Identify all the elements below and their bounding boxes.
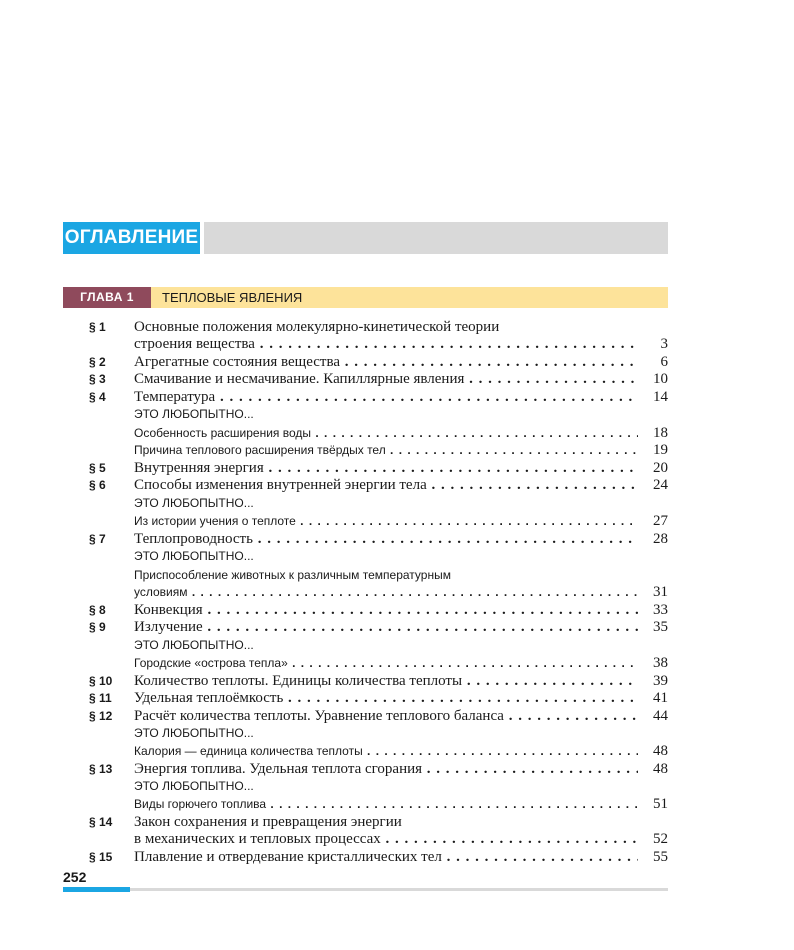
entry-page-number: 41 <box>653 690 668 706</box>
entry-title: ЭТО ЛЮБОПЫТНО... <box>134 779 254 793</box>
toc-entry <box>63 777 668 795</box>
toc-entry <box>63 583 668 601</box>
entry-title: Количество теплоты. Единицы количества теплоты . . . <box>134 672 638 690</box>
toc-entry <box>63 636 668 654</box>
toc-title: ОГЛАВЛЕНИЕ <box>63 222 200 254</box>
toc-entry <box>63 335 668 353</box>
entry-page-number: 3 <box>660 336 668 352</box>
entry-page-number: 39 <box>653 673 668 689</box>
entry-title: ЭТО ЛЮБОПЫТНО... <box>134 407 254 421</box>
entry-title: Основные положения молекулярно-кинетической теории <box>134 319 500 335</box>
entry-page-number: 48 <box>653 743 668 759</box>
entry-page-number: 35 <box>653 619 668 635</box>
toc-entry <box>63 813 668 831</box>
toc-entry <box>63 848 668 866</box>
entry-page-number: 28 <box>653 531 668 547</box>
entry-title: Городские «острова тепла» . . . <box>134 654 638 672</box>
entry-page-number: 33 <box>653 602 668 618</box>
section-number: § 9 <box>89 620 106 634</box>
toc-entry <box>63 318 668 336</box>
chapter-title: ТЕПЛОВЫЕ ЯВЛЕНИЯ <box>162 290 303 305</box>
toc-entry <box>63 689 668 707</box>
entry-title: ЭТО ЛЮБОПЫТНО... <box>134 726 254 740</box>
toc-entry <box>63 388 668 406</box>
entry-title: Особенность расширения воды . . . <box>134 424 638 442</box>
toc-header-bar <box>63 222 668 254</box>
toc-entry <box>63 601 668 619</box>
entry-title: Закон сохранения и превращения энергии <box>134 814 402 830</box>
entry-page-number: 55 <box>653 849 668 865</box>
toc-entry <box>63 566 668 584</box>
entry-title: ЭТО ЛЮБОПЫТНО... <box>134 496 254 510</box>
entry-title: Калория — единица количества теплоты . . . <box>134 742 638 760</box>
entry-title: Смачивание и несмачивание. Капиллярные явления . . . <box>134 370 638 388</box>
toc-entry <box>63 760 668 778</box>
toc-entry <box>63 795 668 813</box>
entry-page-number: 38 <box>653 655 668 671</box>
page-number: 252 <box>63 869 87 885</box>
toc-entry <box>63 476 668 494</box>
entry-title: Излучение . . . <box>134 618 638 636</box>
footer-accent-rule <box>63 887 130 892</box>
toc-entry <box>63 370 668 388</box>
section-number: § 2 <box>89 355 106 369</box>
section-number: § 7 <box>89 532 106 546</box>
entry-title: Температура . . . <box>134 388 638 406</box>
entry-page-number: 6 <box>660 354 668 370</box>
toc-entry <box>63 618 668 636</box>
toc-entry <box>63 494 668 512</box>
toc-entry <box>63 459 668 477</box>
section-number: § 3 <box>89 372 106 386</box>
toc-entry <box>63 707 668 725</box>
entry-page-number: 18 <box>653 425 668 441</box>
entry-title: Расчёт количества теплоты. Уравнение теплового баланса . . . <box>134 707 638 725</box>
entry-page-number: 31 <box>653 584 668 600</box>
entry-title: Энергия топлива. Удельная теплота сгорания . . . <box>134 760 638 778</box>
entry-title: Удельная теплоёмкость . . . <box>134 689 638 707</box>
chapter-label: ГЛАВА 1 <box>63 287 151 308</box>
toc-entry <box>63 547 668 565</box>
entry-title: Виды горючего топлива . . . <box>134 795 638 813</box>
entry-title: ЭТО ЛЮБОПЫТНО... <box>134 549 254 563</box>
entry-title: Приспособление животных к различным температурным <box>134 568 451 582</box>
toc-entry <box>63 441 668 459</box>
entry-page-number: 14 <box>653 389 668 405</box>
toc-entry <box>63 424 668 442</box>
header-divider <box>200 222 204 254</box>
chapter-bar <box>63 287 668 308</box>
entry-title: Конвекция . . . <box>134 601 638 619</box>
toc-entry <box>63 654 668 672</box>
toc-entry <box>63 353 668 371</box>
entry-page-number: 44 <box>653 708 668 724</box>
toc-entry <box>63 742 668 760</box>
section-number: § 8 <box>89 603 106 617</box>
entry-title: Причина теплового расширения твёрдых тел . . . <box>134 441 638 459</box>
section-number: § 11 <box>89 691 112 705</box>
section-number: § 5 <box>89 461 106 475</box>
entry-title: Внутренняя энергия . . . <box>134 459 638 477</box>
section-number: § 10 <box>89 674 113 688</box>
entry-page-number: 51 <box>653 796 668 812</box>
entry-title: Из истории учения о теплоте . . . <box>134 512 638 530</box>
toc-entry <box>63 830 668 848</box>
section-number: § 1 <box>89 320 106 334</box>
entry-title: Плавление и отвердевание кристаллических тел . . . <box>134 848 638 866</box>
toc-entry <box>63 405 668 423</box>
entry-title: Агрегатные состояния вещества . . . <box>134 353 638 371</box>
entry-title: в механических и тепловых процессах . . . <box>134 830 638 848</box>
footer-rule <box>63 888 668 891</box>
entry-page-number: 27 <box>653 513 668 529</box>
toc-entry <box>63 672 668 690</box>
entry-title: ЭТО ЛЮБОПЫТНО... <box>134 638 254 652</box>
entry-title: условиям . . . <box>134 583 638 601</box>
section-number: § 14 <box>89 815 113 829</box>
toc-entry <box>63 512 668 530</box>
entry-page-number: 52 <box>653 831 668 847</box>
entry-title: Способы изменения внутренней энергии тела . . . <box>134 476 638 494</box>
section-number: § 4 <box>89 390 106 404</box>
entry-page-number: 20 <box>653 460 668 476</box>
toc-entry <box>63 530 668 548</box>
entry-page-number: 24 <box>653 477 668 493</box>
section-number: § 15 <box>89 850 113 864</box>
entry-title: Теплопроводность . . . <box>134 530 638 548</box>
section-number: § 13 <box>89 762 113 776</box>
toc-entry <box>63 724 668 742</box>
section-number: § 12 <box>89 709 113 723</box>
entry-page-number: 10 <box>653 371 668 387</box>
section-number: § 6 <box>89 478 106 492</box>
entry-page-number: 48 <box>653 761 668 777</box>
entry-title: строения вещества . . . <box>134 335 638 353</box>
entry-page-number: 19 <box>653 442 668 458</box>
